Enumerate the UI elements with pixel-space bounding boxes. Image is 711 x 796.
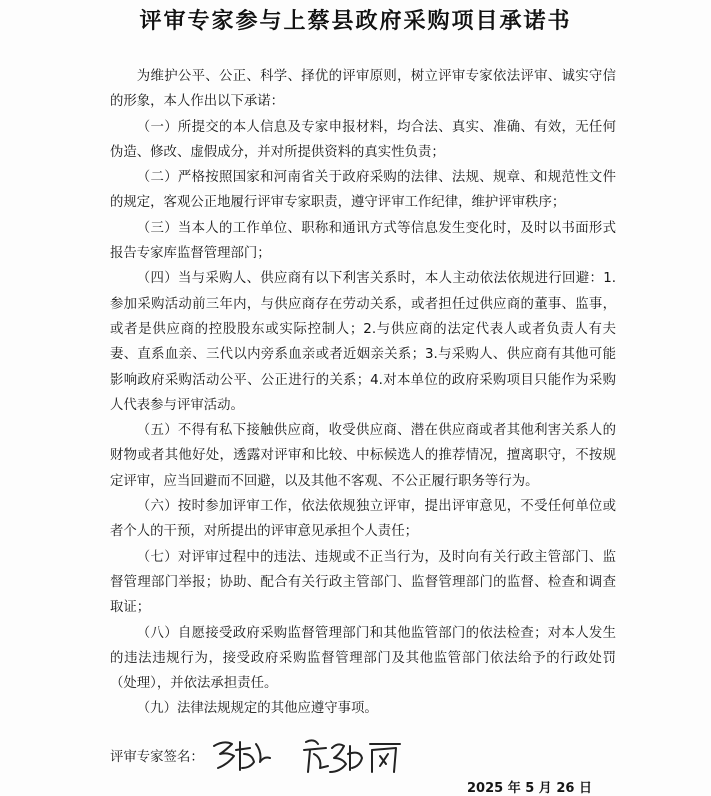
document-date: 2025 年 5 月 26 日 — [467, 781, 592, 796]
commitment-paragraph-4: （四）当与采购人、供应商有以下利害关系时，本人主动依法依规进行回避：1.参加采购活动前三年内，与供应商存在劳动关系，或者担任过供应商的董事、监事，或者是供应商的控股股东或实际控制人；2.与供应商的法定代表人或者负责人有夫妻、直系血亲、三代以内旁系血亲或者近姻亲关系；3.与采购人、供应商有其他可能影响政府采购活动公平、公正进行的关系；4.对本单位的政府采购项目只能作为采购人代表参与评审活动。 — [110, 271, 616, 413]
commitment-paragraph-5: （五）不得有私下接触供应商，收受供应商、潜在供应商或者其他利害关系人的财物或者其他好处，透露对评审和比较、中标候选人的推荐情况，擅离职守，不按规定评审，应当回避而不回避，以及其他不客观、不公正履行职务等行为。 — [110, 423, 616, 489]
commitment-paragraph-3: （三）当本人的工作单位、职称和通讯方式等信息发生变化时，及时以书面形式报告专家库监督管理部门； — [110, 220, 616, 262]
document-body — [110, 64, 616, 722]
handwritten-signature — [210, 732, 510, 780]
commitment-paragraph-1: （一）所提交的本人信息及专家申报材料，均合法、真实、准确、有效，无任何伪造、修改、虚假成分，并对所提供资料的真实性负责； — [110, 119, 616, 160]
commitment-paragraph-2: （二）严格按照国家和河南省关于政府采购的法律、法规、规章、和规范性文件的规定，客观公正地履行评审专家职责，遵守评审工作纪律，维护评审秩序； — [110, 170, 616, 211]
commitment-paragraph-7: （七）对评审过程中的违法、违规或不正当行为，及时向有关行政主管部门、监督管理部门举报；协助、配合有关行政主管部门、监督管理部门的监督、检查和调查取证； — [110, 549, 616, 616]
commitment-paragraph-9: （九）法律法规规定的其他应遵守事项。 — [136, 701, 378, 717]
commitment-paragraph-6: （六）按时参加评审工作，依法依规独立评审，提出评审意见，不受任何单位或者个人的干预，对所提出的评审意见承担个人责任； — [110, 499, 616, 540]
intro-paragraph: 为维护公平、公正、科学、择优的评审原则，树立评审专家依法评审、诚实守信的形象，本人作出以下承诺： — [110, 69, 616, 110]
document-title: 评审专家参与上蔡县政府采购项目承诺书 — [139, 9, 572, 34]
commitment-paragraph-8: （八）自愿接受政府采购监督管理部门和其他监管部门的依法检查；对本人发生的违法违规行为，接受政府采购监督管理部门及其他监管部门依法给予的行政处罚（处理），并依法承担责任。 — [110, 625, 616, 692]
signature-block — [110, 738, 510, 778]
signature-label: 评审专家签名： — [110, 750, 204, 765]
